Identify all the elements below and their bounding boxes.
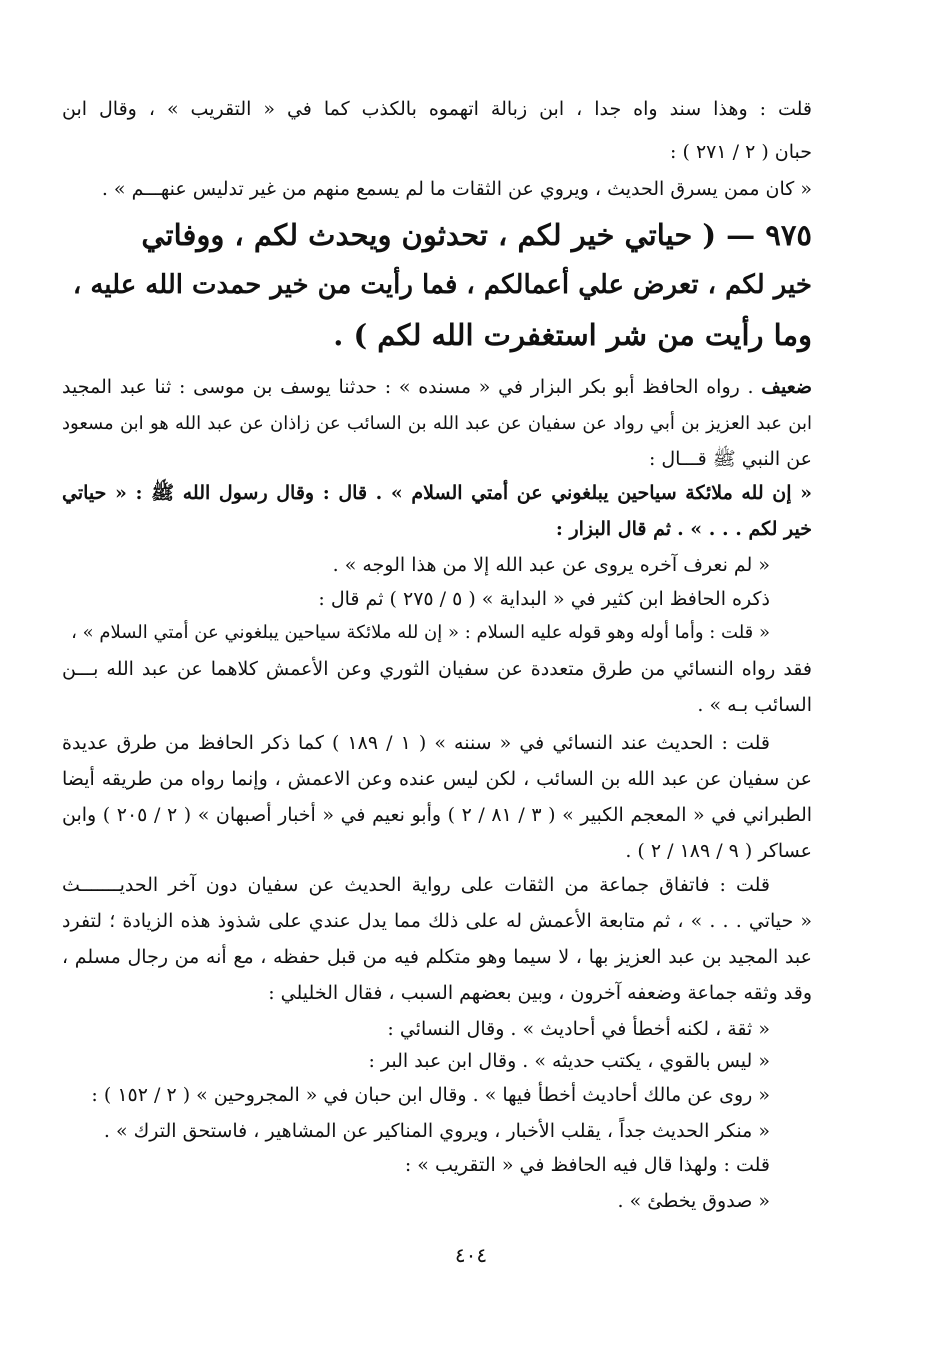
text-line: ذكره الحافظ ابن كثير في « البداية » ( ٥ / ٢٧٥ ) ثم قال :	[318, 588, 770, 610]
text-line: « لم نعرف آخره يروى عن عبد الله إلا من هذا الوجه » .	[332, 554, 770, 576]
text-line: « روى عن مالك أحاديث أخطأ فيها » . وقال ابن حبان في « المجروحين » ( ٢ / ١٥٢ ) :	[91, 1084, 770, 1106]
text-line: قلت : فاتفاق جماعة من الثقات على رواية الحديث عن سفيان دون آخر الحديـــــــث	[62, 874, 770, 896]
text-line: ابن عبد العزيز بن أبي رواد عن سفيان عن عبد الله بن السائب عن زاذان عن عبد الله هو ابن مسعود	[62, 413, 812, 434]
text-line: قلت : الحديث عند النسائي في « سننه » ( ١ / ١٨٩ ) كما ذكر الحافظ من طرق عديدة	[62, 732, 770, 754]
hadith-heading-line: خير لكم ، تعرض علي أعمالكم ، فما رأيت من خير حمدت الله عليه ،	[72, 270, 812, 300]
text-line	[556, 516, 812, 542]
text-line: « صدوق يخطئ » .	[617, 1190, 770, 1212]
text-line: عن النبي ﷺ قـــال :	[648, 448, 812, 470]
text-line: عن سفيان عن عبد الله بن السائب ، لكن ليس عنده وعن الاعمش ، وإنما رواه من طريقه أيضا	[62, 768, 812, 790]
page-number: ٤٠٤	[454, 1243, 488, 1267]
text-line: « ثقة ، لكنه أخطأ في أحاديث » . وقال النسائي :	[387, 1018, 770, 1040]
text-line: « منكر الحديث جداً ، يقلب الأخبار ، ويروي المناكير عن المشاهير ، فاستحق الترك » .	[103, 1120, 770, 1142]
hadith-heading-line: وما رأيت من شر استغفرت الله لكم ) .	[333, 318, 812, 352]
text-line: قلت : ولهذا قال فيه الحافظ في « التقريب » :	[404, 1154, 770, 1176]
text-span: ثم قال البزار :	[555, 518, 672, 540]
text-line: « حياتي . . . » ، ثم متابعة الأعمش له على ذلك مما يدل عندي على شذوذ هذه الزيادة ؛ لتفرد	[62, 910, 812, 932]
text-line: « كان ممن يسرق الحديث ، ويروي عن الثقات ما لم يسمع منهم من غير تدليس عنهـــم » .	[101, 178, 812, 200]
text-line: قلت : وهذا سند واه جدا ، ابن زبالة اتهموه بالكذب كما في « التقريب » ، وقال ابن	[62, 98, 812, 120]
text-line: وقد وثقه جماعة وضعفه آخرون ، وبين بعضهم السبب ، فقال الخليلي :	[268, 982, 812, 1004]
text-line: « قلت : وأما أوله وهو قوله عليه السلام : « إن لله ملائكة سياحين يبلغوني عن أمتي السلام » ،	[71, 622, 770, 643]
text-line: « إن لله ملائكة سياحين يبلغوني عن أمتي السلام » . قال : وقال رسول الله ﷺ : « حياتي	[62, 482, 812, 504]
text-line: « ليس بالقوي ، يكتب حديثه » . وقال ابن عبد البر :	[368, 1050, 770, 1072]
text-line: فقد رواه النسائي من طرق متعددة عن سفيان الثوري وعن الأعمش كلاهما عن عبد الله بـــن	[62, 658, 812, 680]
text-line: حبان ( ٢ / ٢٧١ ) :	[670, 141, 812, 163]
text-span: خير لكم . . . » .	[677, 518, 812, 540]
text-span: . رواه الحافظ أبو بكر البزار في « مسنده » : حدثنا يوسف بن موسى : ثنا عبد المجيد	[62, 376, 754, 398]
text-line: السائب بـه » .	[697, 694, 812, 716]
text-line: عساكر ( ٩ / ١٨٩ / ٢ ) .	[625, 840, 812, 862]
text-line: الطبراني في « المعجم الكبير » ( ٣ / ٨١ / ٢ ) وأبو نعيم في « أخبار أصبهان » ( ٢ / ٢٠٥ ) وابن	[62, 804, 813, 826]
text-line: عبد المجيد بن عبد العزيز بها ، لا سيما وهو متكلم فيه من قبل حفظه ، مع أنه من رجال مسلم ،	[62, 946, 812, 968]
hadith-heading-line: ٩٧٥ — ( حياتي خير لكم ، تحدثون ويحدث لكم ، ووفاتي	[141, 218, 812, 252]
grading-label: ضعيف	[761, 376, 812, 398]
text-line	[62, 374, 812, 400]
